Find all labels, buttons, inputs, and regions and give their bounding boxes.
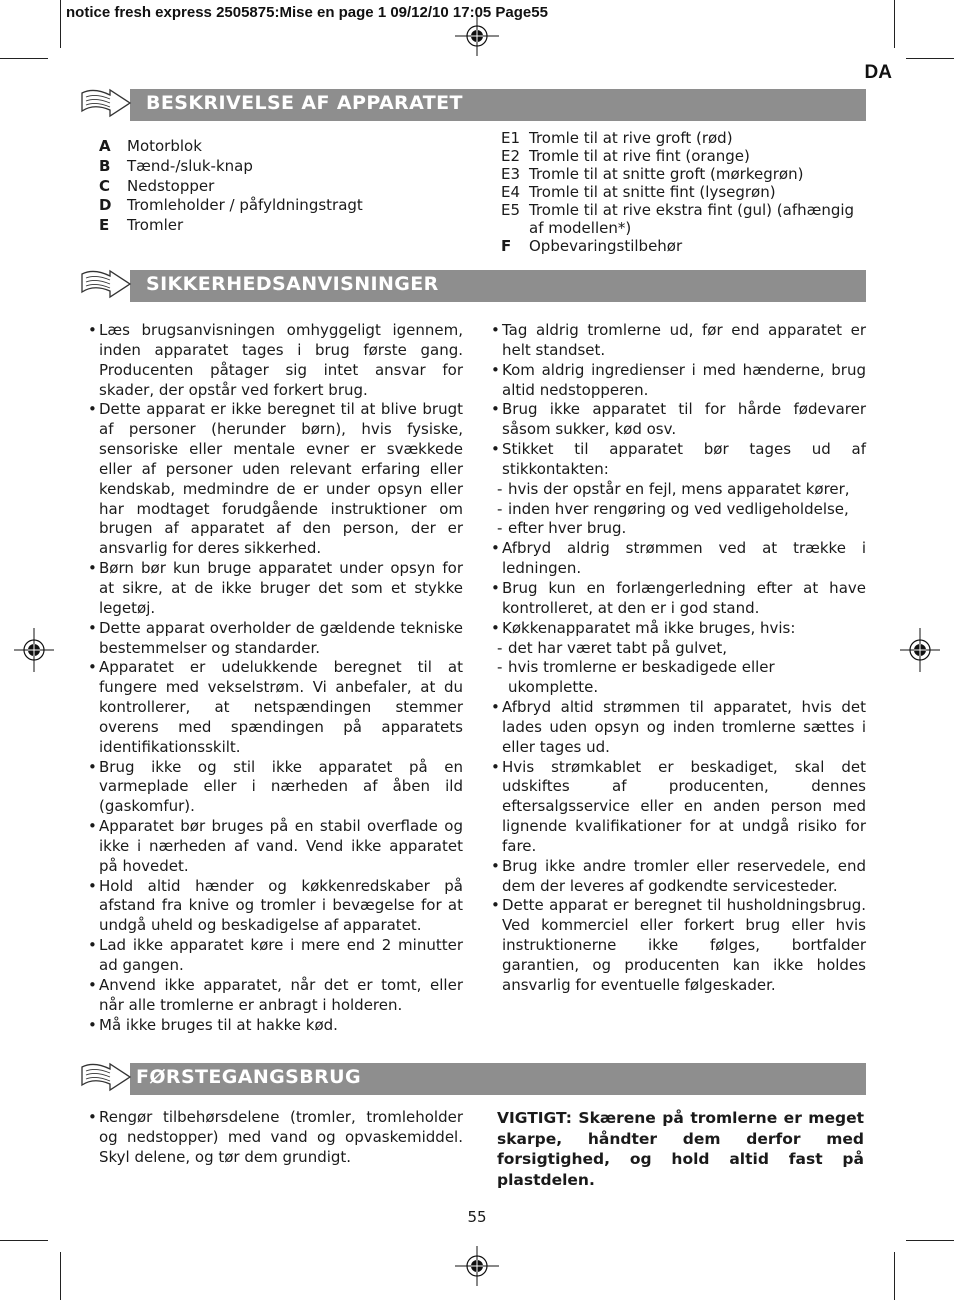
arrow-icon: [80, 85, 136, 121]
list-item: • Brug ikke apparatet til for hårde fødevarer såsom sukker, kød osv.: [491, 400, 866, 439]
list-item: • Apparatet bør bruges på en stabil overflade og ikke i nærheden af vand. Vend ikke apparatet på hovedet.: [88, 817, 463, 875]
crop-mark: [0, 1240, 48, 1241]
list-item: • Tag aldrig tromlerne ud, før end apparatet er helt standset.: [491, 321, 866, 359]
parts-list-right: [501, 129, 866, 255]
list-item: E4 Tromle til at snitte fint (lysegrøn): [501, 183, 776, 201]
arrow-icon: [80, 1059, 136, 1095]
list-item: • Dette apparat er beregnet til husholdningsbrug. Ved kommerciel eller forkert brug eller hvis instruktionerne ikke følges, bortfalder garantien, og producenten kan ikke holdes ansvarlig for eventuelle følgeskader.: [491, 896, 866, 994]
section-banner-safety: [80, 270, 866, 302]
safety-column-left: [88, 321, 463, 1035]
list-item: • Brug ikke andre tromler eller reservedele, end dem der leveres af godkendte servicesteder.: [491, 856, 866, 895]
list-item: E3 Tromle til at snitte groft (mørkegrøn): [501, 165, 804, 183]
crop-mark: [906, 1240, 954, 1241]
list-item: • Anvend ikke apparatet, når det er tomt, eller når alle tromlerne er anbragt i holderen.: [88, 975, 463, 1014]
sub-list-item: - inden hver rengøring og ved vedligeholdelse,: [497, 499, 849, 518]
crop-mark: [60, 1252, 61, 1300]
list-item: • Hvis strømkablet er beskadiget, skal det udskiftes af producenten, dennes eftersalgsservice eller en anden person med lignende kvalifikationer for at undgå risiko for fare.: [491, 757, 866, 855]
list-item: B Tænd-/sluk-knap: [99, 156, 253, 175]
crop-mark: [906, 58, 954, 59]
list-item: E1 Tromle til at rive groft (rød): [501, 129, 733, 147]
crop-mark: [894, 0, 895, 48]
parts-list-left: [99, 137, 479, 236]
registration-mark-top: [455, 16, 499, 56]
list-item: E5 Tromle til at rive ekstra fint (gul) (afhængig af modellen*): [501, 201, 855, 237]
list-item: C Nedstopper: [99, 176, 215, 195]
safety-column-right: [491, 321, 866, 996]
arrow-icon: [80, 266, 136, 302]
first-use-column-left: [88, 1108, 463, 1168]
sub-list-item: - hvis tromlerne er beskadigede eller ukomplette.: [497, 658, 775, 697]
list-item: A Motorblok: [99, 137, 202, 155]
list-item: D Tromleholder / påfyldningstragt: [99, 196, 363, 215]
list-item: • Afbryd altid strømmen til apparatet, hvis det lades uden opsyn og inden tromlerne sættes i eller tages ud.: [491, 698, 866, 756]
list-item: • Rengør tilbehørsdelene (tromler, tromleholder og nedstopper) med vand og opvaskemiddel. Skyl delene, og tør dem grundigt.: [88, 1108, 463, 1166]
list-item: • Hold altid hænder og køkkenredskaber på afstand fra knive og tromler i bevægelse for at undgå uheld og beskadigelse af apparatet.: [88, 876, 463, 935]
list-item: F Opbevaringstilbehør: [501, 237, 683, 255]
section-title: SIKKERHEDSANVISNINGER: [146, 273, 439, 295]
registration-mark-left: [14, 628, 54, 672]
section-banner-first-use: [80, 1063, 866, 1095]
list-item: • Dette apparat er ikke beregnet til at blive brugt af personer (herunder børn), hvis fysiske, sensoriske eller mentale evner er svækkede eller af personer uden relevant erfaring eller kendskab, medmindre de er under opsyn eller har modtaget forudgående instruktioner om brugen af apparatet af den person, der er ansvarlig for deres sikkerhed.: [88, 400, 463, 558]
section-title: BESKRIVELSE AF APPARATET: [146, 92, 463, 114]
list-item: • Lad ikke apparatet køre i mere end 2 minutter ad gangen.: [88, 936, 463, 974]
list-item: • Afbryd aldrig strømmen ved at trække i ledningen.: [491, 539, 866, 578]
list-item: • Børn bør kun bruge apparatet under opsyn for at sikre, at de ikke bruger det som et stykke legetøj.: [88, 559, 463, 617]
language-code: DA: [864, 62, 892, 83]
crop-mark: [0, 58, 48, 59]
list-item: • Brug kun en forlængerledning efter at have kontrolleret, at den er i god stand.: [491, 578, 866, 617]
list-item: • Brug ikke og stil ikke apparatet på en varmeplade eller i nærheden af åben ild (gaskomfur).: [88, 757, 463, 816]
list-item: • Dette apparat overholder de gældende tekniske bestemmelser og standarder.: [88, 618, 463, 657]
section-banner-description: [80, 89, 866, 121]
crop-mark: [894, 1252, 895, 1300]
section-title: FØRSTEGANGSBRUG: [136, 1066, 362, 1088]
list-item: • Må ikke bruges til at hakke kød.: [88, 1015, 338, 1034]
list-item: • Stikket til apparatet bør tages ud af stikkontakten:: [491, 440, 866, 478]
list-item: E Tromler: [99, 216, 184, 235]
list-item: E2 Tromle til at rive fint (orange): [501, 147, 750, 165]
sub-list-item: - hvis der opstår en fejl, mens apparatet kører,: [497, 479, 850, 498]
print-slug: notice fresh express 2505875:Mise en page 1 09/12/10 17:05 Page55: [66, 4, 548, 21]
list-item: • Kom aldrig ingredienser i med hænderne, brug altid nedstopperen.: [491, 360, 866, 399]
list-item: • Apparatet er udelukkende beregnet til at fungere med vekselstrøm. Vi anbefaler, at du kontrollerer, at netspændingen stemmer overens med spændingen på apparatets identifikationsskilt.: [88, 658, 463, 756]
list-item: • Køkkenapparatet må ikke bruges, hvis:: [491, 618, 796, 637]
important-notice: VIGTIGT: Skærene på tromlerne er meget skarpe, håndter dem derfor med forsigtighed, og hold altid fast på plastdelen.: [497, 1109, 864, 1189]
list-item: • Læs brugsanvisningen omhyggeligt igennem, inden apparatet tages i brug første gang. Producenten påtager sig intet ansvar for skader, der opstår ved forkert brug.: [88, 321, 463, 399]
sub-list-item: - det har været tabt på gulvet,: [497, 638, 728, 657]
registration-mark-bottom: [455, 1246, 499, 1286]
page-number: 55: [467, 1208, 487, 1226]
sub-list-item: - efter hver brug.: [497, 519, 627, 538]
registration-mark-right: [900, 628, 940, 672]
crop-mark: [60, 0, 61, 48]
